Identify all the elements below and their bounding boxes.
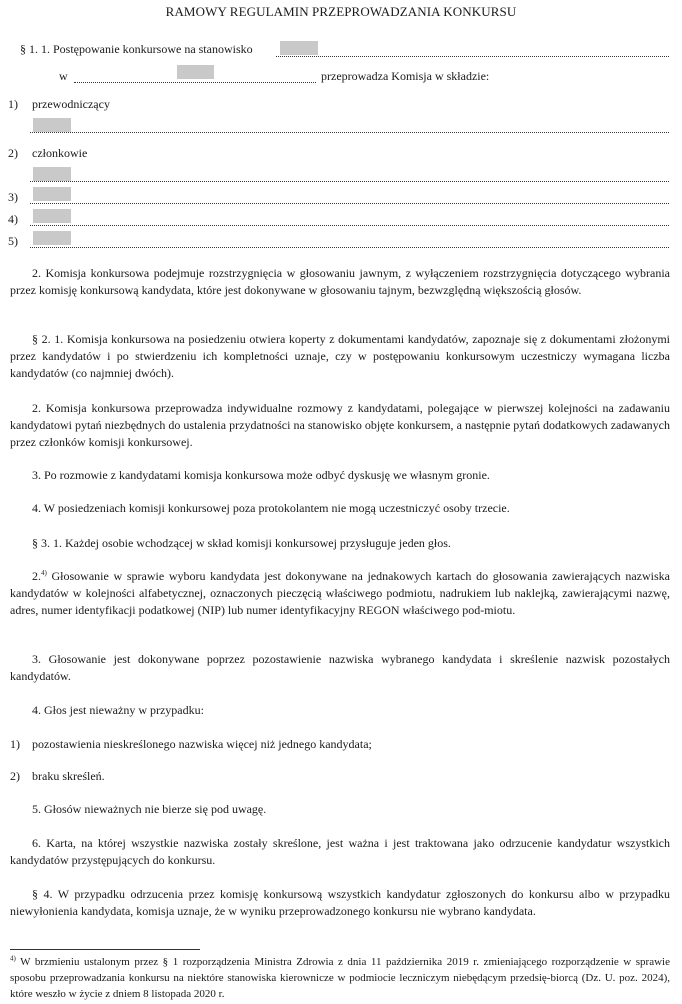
committee-members-label: członkowie [32,146,88,160]
position-fill-line [276,56,669,57]
section1-para1-start: § 1. 1. Postępowanie konkursowe na stanowisko [20,42,253,56]
invalid-vote-item-1: pozostawienia nieskreślonego nazwiska więcej niż jednego kandydata; [32,737,372,751]
section3-paragraph-5: 5. Głosów nieważnych nie bierze się pod uwagę. [32,802,267,816]
member-2-fill-line [30,203,669,204]
invalid-vote-item-2: braku skreśleń. [32,769,105,783]
committee-item-4-number: 4) [8,212,18,226]
section1-para1-end: przeprowadza Komisja w składzie: [321,69,490,83]
footnote-divider [10,949,200,950]
footnote-reference: 4) [41,569,47,577]
invalid-vote-item-2-number: 2) [10,769,20,783]
section3-paragraph-6: 6. Karta, na której wszystkie nazwiska zostały skreślone, jest ważna i jest traktowana jako odrzucenie kandydatur wszystkich kandydatów przystępujących do konkursu. [10,836,670,867]
committee-item-3-number: 3) [8,190,18,204]
section3-paragraph-4: 4. Głos jest nieważny w przypadku: [32,703,204,717]
redacted-member-3-name [33,209,71,223]
section3-paragraph-2 [10,568,670,619]
section2-paragraph-3: 3. Po rozmowie z kandydatami komisja konkursowa może odbyć dyskusję we własnym gronie. [32,468,490,482]
section2-paragraph-4: 4. W posiedzeniach komisji konkursowej poza protokolantem nie mogą uczestniczyć osoby trzecie. [32,501,510,515]
chair-fill-line [30,132,669,133]
document-title: RAMOWY REGULAMIN PRZEPROWADZANIA KONKURSU [165,4,517,19]
invalid-vote-item-1-number: 1) [10,737,20,751]
committee-item-5-number: 5) [8,234,18,248]
section4-paragraph-1: § 4. W przypadku odrzucenia przez komisję konkursową wszystkich kandydatur zgłoszonych do konkursu albo w przypadku niewyłonienia kandydata, komisja uznaje, że w wyniku przeprowadzonego konkursu nie wybrano kandydata. [10,887,670,918]
redacted-position-name [280,41,318,55]
redacted-member-1-name [33,167,71,181]
section3-paragraph-3: 3. Głosowanie jest dokonywane poprzez pozostawienie nazwiska wybranego kandydata i skreślenie nazwisk pozostałych kandydatów. [10,652,670,683]
section1-in-word: w [59,69,68,83]
member-3-fill-line [30,225,669,226]
redacted-chair-name [33,118,71,132]
section2-paragraph-1: § 2. 1. Komisja konkursowa na posiedzeniu otwiera koperty z dokumentami kandydatów, zapoznaje się z dokumentami złożonymi przez kandydatów i po stwierdzeniu ich kompletności uznaje, czy w postępowaniu konkursowym uczestniczy wymagana liczba kandydatów (co najmniej dwóch). [10,332,670,380]
footnote [10,954,670,1002]
section2-paragraph-2: 2. Komisja konkursowa przeprowadza indywidualne rozmowy z kandydatami, polegające w pierwszej kolejności na zadawaniu kandydatowi pytań niezbędnych do ustalenia przydatności na stanowisko objęte konkursem, a następnie pytań dodatkowych zadawanych przez członków komisji konkursowej. [10,401,670,449]
member-1-fill-line [30,181,669,182]
section3-paragraph-1: § 3. 1. Każdej osobie wchodzącej w skład komisji konkursowej przysługuje jeden głos. [32,536,451,550]
committee-item-1-number: 1) [8,97,18,111]
section3-paragraph-2-number: 2. [32,569,41,583]
section1-paragraph-2: 2. Komisja konkursowa podejmuje rozstrzygnięcia w głosowaniu jawnym, z wyłączeniem rozstrzygnięcia dotyczącego wybrania przez komisję konkursową kandydata, które jest dokonywane w głosowaniu tajnym, bezwzględną większością głosów. [10,266,670,297]
entity-fill-line [74,82,316,83]
member-4-fill-line [30,247,669,248]
footnote-marker: 4) [10,954,16,963]
redacted-entity-name [177,65,214,79]
redacted-member-2-name [33,187,71,201]
footnote-text: W brzmieniu ustalonym przez § 1 rozporządzenia Ministra Zdrowia z dnia 11 października 2019 r. zmieniającego rozporządzenie w sprawie sposobu przeprowadzania konkursu na niektóre stanowiska kierownicze w podmiocie leczniczym niebędącym przedsię-biorcą (Dz. U. poz. 2024), które weszło w życie z dniem 8 listopada 2020 r. [10,956,670,1000]
section3-paragraph-2-text: Głosowanie w sprawie wyboru kandydata jest dokonywane na jednakowych kartach do głosowania zawierających nazwiska kandydatów w kolejności alfabetycznej, oznaczonych pieczęcią właściwego podmiotu, nadrukiem lub naklejką, zawierającymi nazwę, adres, numer identyfikacji podatkowej (NIP) lub numer identyfikacyjny REGON właściwego pod-miotu. [10,569,670,617]
redacted-member-4-name [33,231,71,245]
committee-chair-label: przewodniczący [32,97,110,111]
committee-item-2-number: 2) [8,146,18,160]
